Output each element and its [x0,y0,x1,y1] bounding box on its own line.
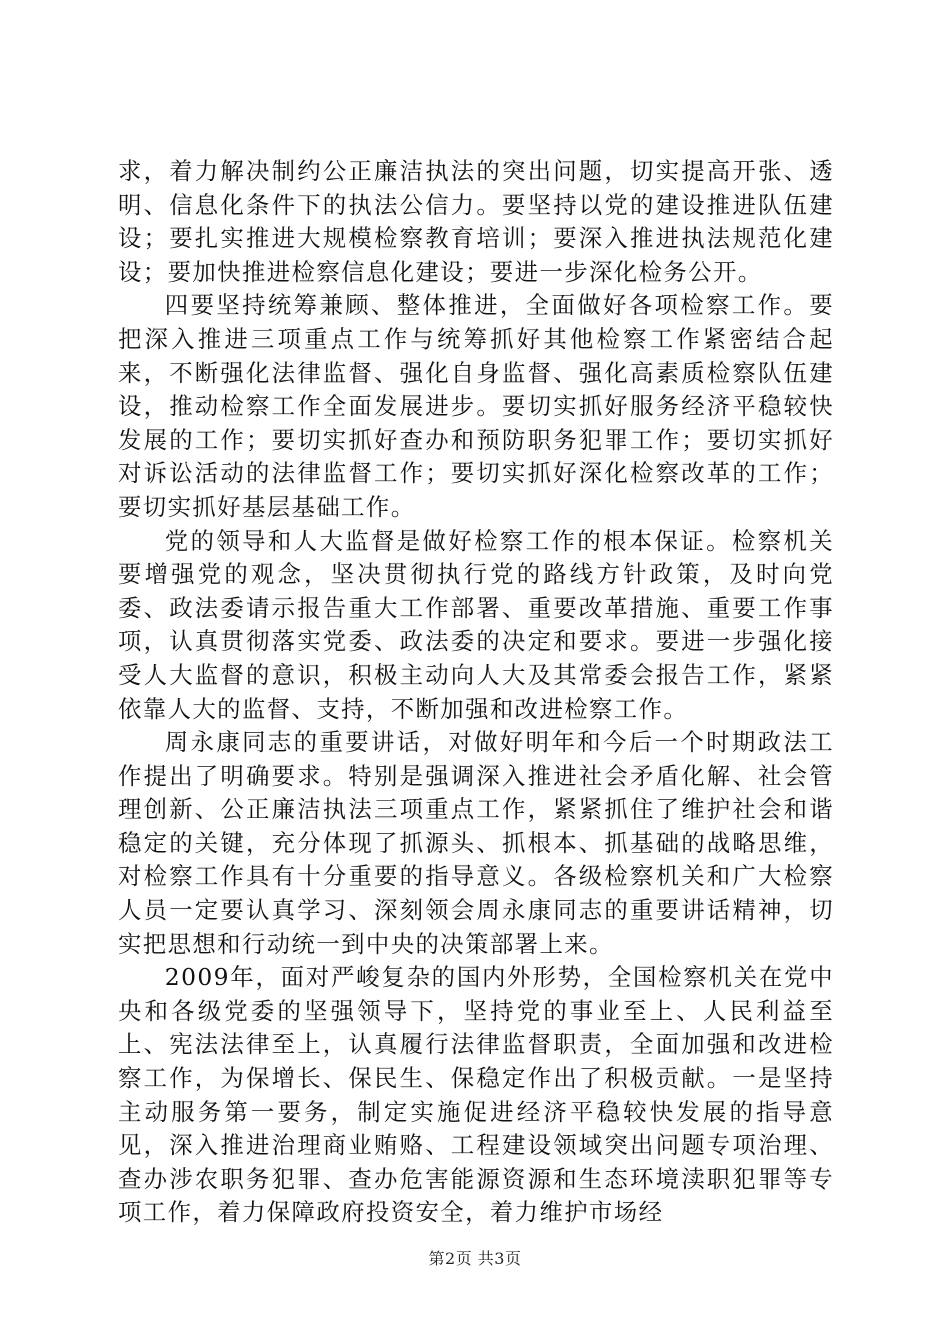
document-body [118,155,834,1230]
paragraph-2: 四要坚持统筹兼顾、整体推进，全面做好各项检察工作。要把深入推进三项重点工作与统筹抓好其他检察工作紧密结合起来，不断强化法律监督、强化自身监督、强化高素质检察队伍建设，推动检察工作全面发展进步。要切实抓好服务经济平稳较快发展的工作；要切实抓好查办和预防职务犯罪工作；要切实抓好对诉讼活动的法律监督工作；要切实抓好深化检察改革的工作；要切实抓好基层基础工作。 [118,291,834,521]
paragraph-1: 求，着力解决制约公正廉洁执法的突出问题，切实提高开张、透明、信息化条件下的执法公信力。要坚持以党的建设推进队伍建设；要扎实推进大规模检察教育培训；要深入推进执法规范化建设；要加快推进检察信息化建设；要进一步深化检务公开。 [118,157,834,286]
paragraph-3: 党的领导和人大监督是做好检察工作的根本保证。检察机关要增强党的观念，坚决贯彻执行党的路线方针政策，及时向党委、政法委请示报告重大工作部署、重要改革措施、重要工作事项，认真贯彻落实党委、政法委的决定和要求。要进一步强化接受人大监督的意识，积极主动向人大及其常委会报告工作，紧紧依靠人大的监督、支持，不断加强和改进检察工作。 [118,526,834,723]
paragraph-5: 2009年，面对严峻复杂的国内外形势，全国检察机关在党中央和各级党委的坚强领导下，坚持党的事业至上、人民利益至上、宪法法律至上，认真履行法律监督职责，全面加强和改进检察工作，为保增长、保民生、保稳定作出了积极贡献。一是坚持主动服务第一要务，制定实施促进经济平稳较快发展的指导意见，深入推进治理商业贿赂、工程建设领域突出问题专项治理、查办涉农职务犯罪、查办危害能源资源和生态环境渎职犯罪等专项工作，着力保障政府投资安全，着力维护市场经 [118,963,834,1227]
page-footer: 第2页 共3页 [428,1249,522,1268]
paragraph-4: 周永康同志的重要讲话，对做好明年和今后一个时期政法工作提出了明确要求。特别是强调深入推进社会矛盾化解、社会管理创新、公正廉洁执法三项重点工作，紧紧抓住了维护社会和谐稳定的关键，充分体现了抓源头、抓根本、抓基础的战略思维，对检察工作具有十分重要的指导意义。各级检察机关和广大检察人员一定要认真学习、深刻领会周永康同志的重要讲话精神，切实把思想和行动统一到中央的决策部署上来。 [118,728,834,958]
